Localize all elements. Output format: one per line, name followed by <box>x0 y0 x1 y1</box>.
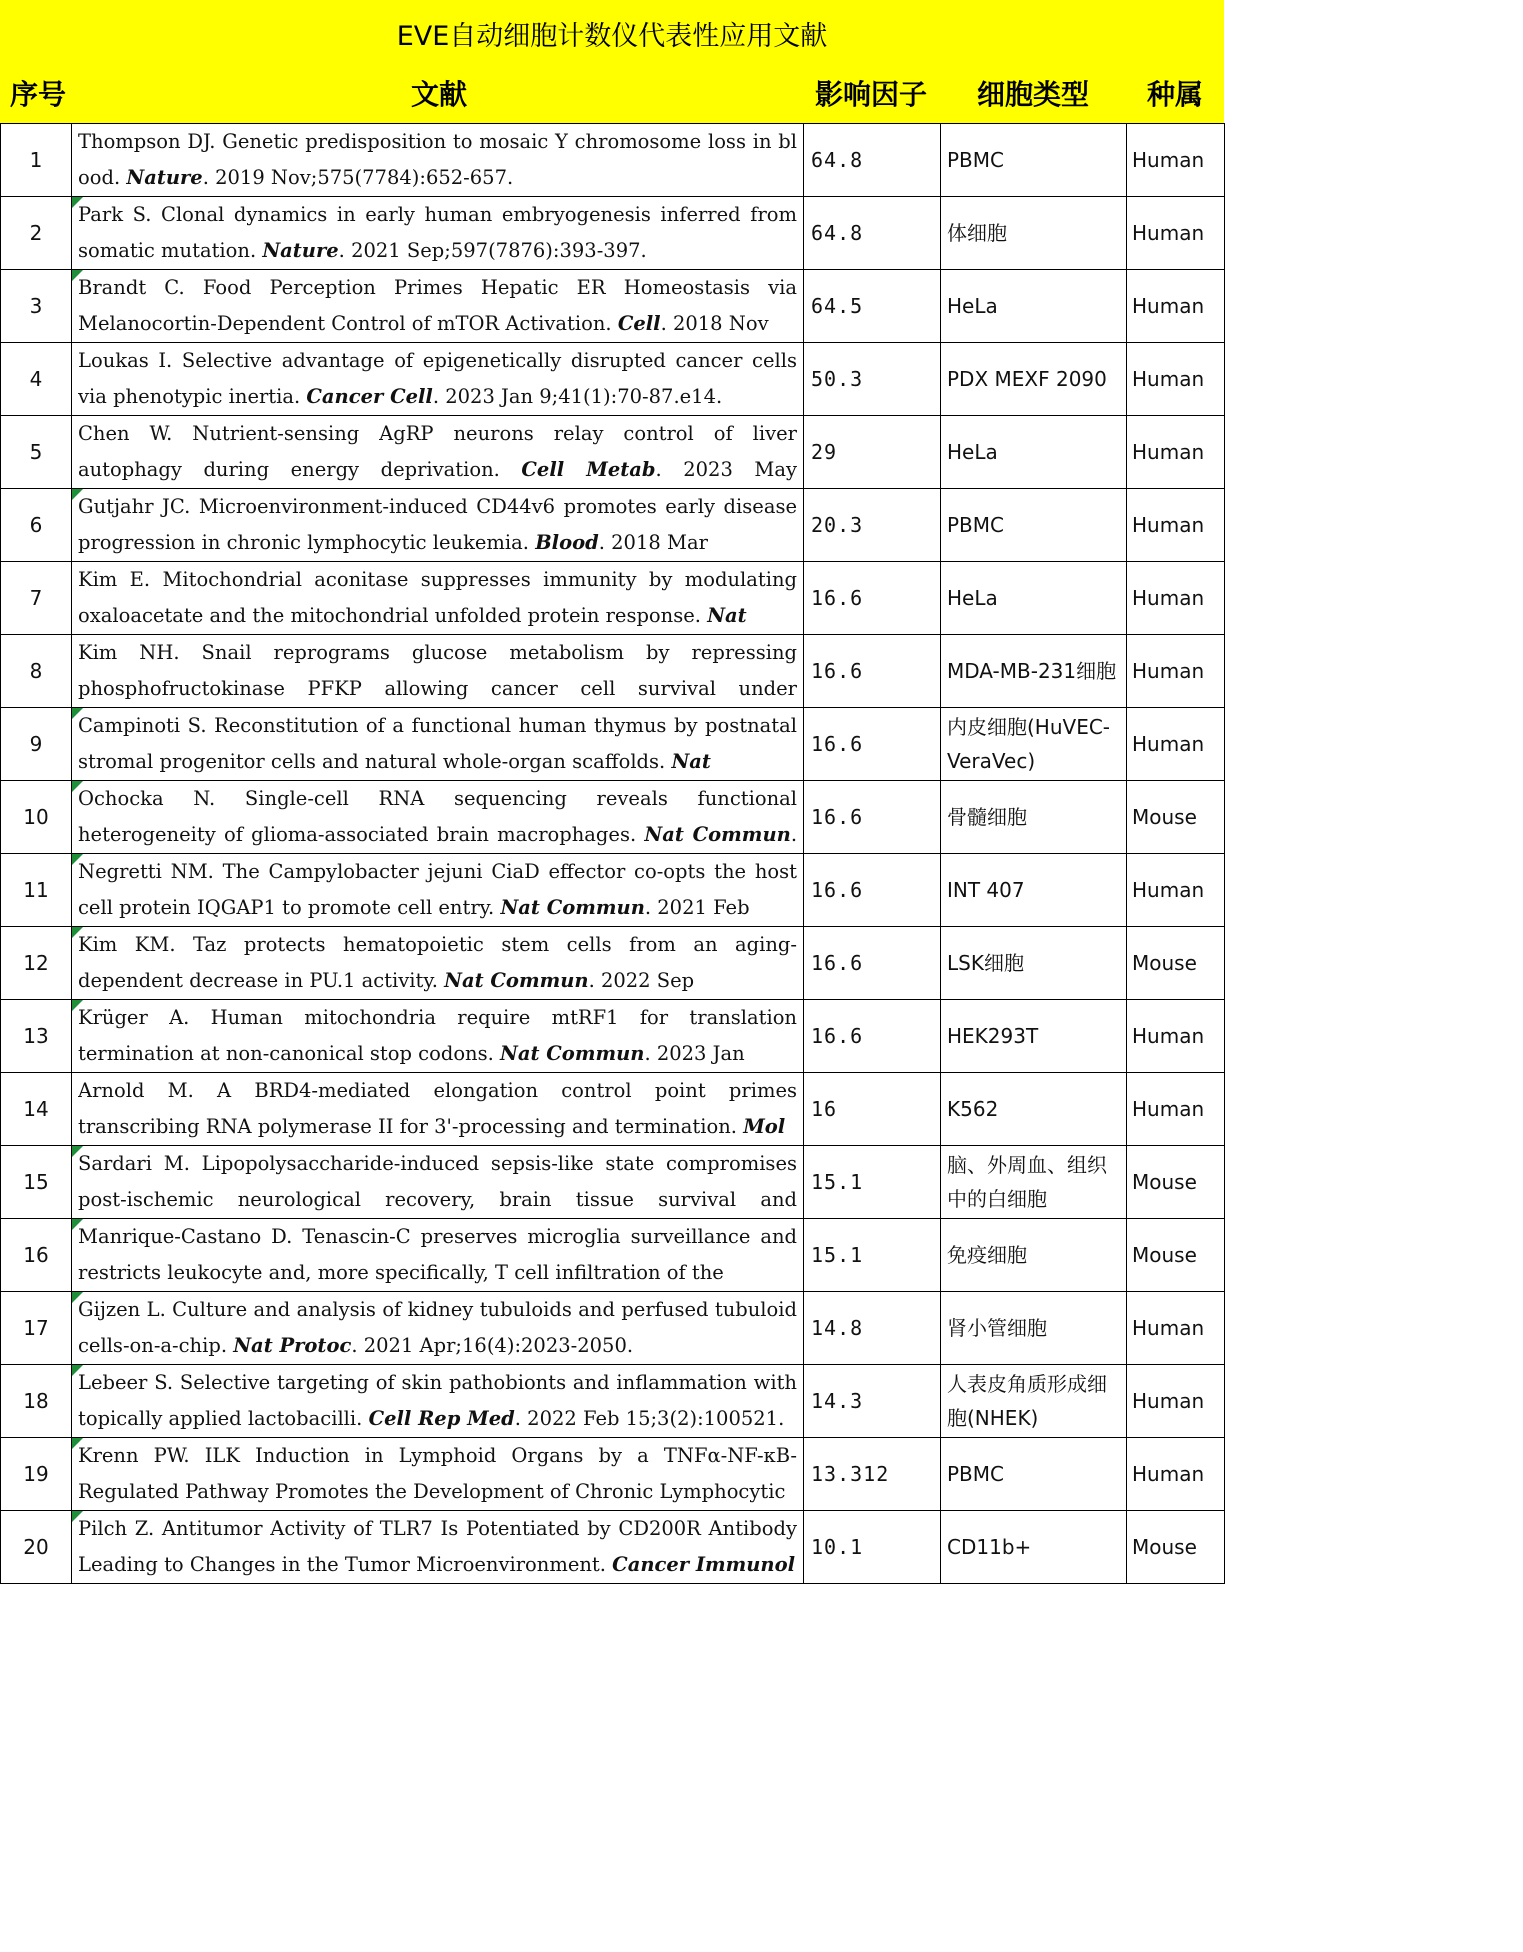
journal-name: Blood <box>535 531 599 554</box>
reference-text <box>78 1219 803 1291</box>
comment-flag-icon <box>72 1292 83 1303</box>
impact-factor-cell[interactable]: 16.6 <box>804 854 941 927</box>
impact-factor-cell[interactable]: 15.1 <box>804 1146 941 1219</box>
table-row <box>1 270 1225 343</box>
row-number-cell[interactable]: 13 <box>1 1000 72 1073</box>
reference-citation: Brandt C. Food Perception Primes Hepatic ER Homeostasis via Melanocortin-Dependent Control of mTOR Activation. <box>78 276 797 335</box>
reference-details: . 2023 Jan 9;41(1):70-87.e14. <box>432 385 723 408</box>
row-number-cell[interactable]: 9 <box>1 708 72 781</box>
table-row <box>1 124 1225 197</box>
reference-citation: Ochocka N. Single-cell RNA sequencing reveals functional heterogeneity of glioma-associated brain macrophages. <box>78 787 797 846</box>
species-cell[interactable]: Human <box>1127 489 1225 562</box>
journal-name: Nat Commun <box>444 969 589 992</box>
comment-flag-icon <box>72 708 83 719</box>
reference-citation: Gijzen L. Culture and analysis of kidney tubuloids and perfused tubuloid cells-on-a-chip. <box>78 1298 797 1357</box>
reference-cell[interactable] <box>72 416 804 489</box>
species-cell[interactable]: Mouse <box>1127 1146 1225 1219</box>
table-row <box>1 1438 1225 1511</box>
cell-type-cell[interactable]: 脑、外周血、组织中的白细胞 <box>941 1146 1127 1219</box>
reference-details: . 2023 May <box>655 458 797 481</box>
row-number-cell[interactable]: 11 <box>1 854 72 927</box>
reference-cell[interactable] <box>72 1438 804 1511</box>
header-impact-factor: 影响因子 <box>814 78 927 111</box>
row-number-cell[interactable]: 19 <box>1 1438 72 1511</box>
comment-flag-icon <box>72 489 83 500</box>
cell-type-cell[interactable]: PBMC <box>941 489 1127 562</box>
row-number-cell[interactable]: 18 <box>1 1365 72 1438</box>
reference-cell[interactable] <box>72 343 804 416</box>
species-cell[interactable]: Human <box>1127 854 1225 927</box>
species-cell[interactable]: Human <box>1127 1365 1225 1438</box>
row-number-cell[interactable]: 15 <box>1 1146 72 1219</box>
impact-factor-cell[interactable]: 10.1 <box>804 1511 941 1584</box>
sheet-title: EVE自动细胞计数仪代表性应用文献 <box>396 21 828 52</box>
table-row <box>1 343 1225 416</box>
species-cell[interactable]: Human <box>1127 708 1225 781</box>
cell-type-cell[interactable]: MDA-MB-231细胞 <box>941 635 1127 708</box>
species-cell[interactable]: Human <box>1127 124 1225 197</box>
reference-citation: Negretti NM. The Campylobacter jejuni CiaD effector co-opts the host cell protein IQGAP1 to promote cell entry. <box>78 860 797 919</box>
comment-flag-icon <box>72 854 83 865</box>
comment-flag-icon <box>72 1511 83 1522</box>
impact-factor-cell[interactable]: 14.8 <box>804 1292 941 1365</box>
reference-details: . 2019 Nov;575(7784):652-657. <box>202 166 514 189</box>
impact-factor-cell[interactable]: 64.5 <box>804 270 941 343</box>
row-number-cell[interactable]: 20 <box>1 1511 72 1584</box>
comment-flag-icon <box>72 1219 83 1230</box>
reference-citation: Loukas I. Selective advantage of epigenetically disrupted cancer cells via phenotypic inertia. <box>78 349 797 408</box>
species-cell[interactable]: Human <box>1127 1000 1225 1073</box>
cell-type-cell[interactable]: HeLa <box>941 416 1127 489</box>
reference-details: . 2018 Mar <box>598 531 708 554</box>
impact-factor-cell[interactable]: 13.312 <box>804 1438 941 1511</box>
cell-type-cell[interactable]: HeLa <box>941 562 1127 635</box>
table-row <box>1 1292 1225 1365</box>
cell-type-cell[interactable]: 肾小管细胞 <box>941 1292 1127 1365</box>
reference-citation: Kim KM. Taz protects hematopoietic stem cells from an aging-dependent decrease in PU.1 activity. <box>78 933 797 992</box>
row-number-cell[interactable]: 7 <box>1 562 72 635</box>
table-row <box>1 1000 1225 1073</box>
reference-cell[interactable] <box>72 1219 804 1292</box>
reference-text <box>78 124 803 196</box>
reference-citation: Thompson DJ. Genetic predisposition to mosaic Y chromosome loss in bl ood. <box>78 130 797 189</box>
reference-details: . 2022 Feb 15;3(2):100521. <box>514 1407 785 1430</box>
reference-citation: Sardari M. Lipopolysaccharide-induced sepsis-like state compromises post-ischemic neurological recovery, brain tissue survival and <box>78 1152 797 1211</box>
comment-flag-icon <box>72 1146 83 1157</box>
reference-text <box>78 416 803 488</box>
row-number-cell[interactable]: 12 <box>1 927 72 1000</box>
cell-type-cell[interactable]: PBMC <box>941 124 1127 197</box>
reference-cell[interactable] <box>72 1073 804 1146</box>
reference-cell[interactable] <box>72 197 804 270</box>
reference-cell[interactable] <box>72 1146 804 1219</box>
species-cell[interactable]: Human <box>1127 562 1225 635</box>
reference-citation: Gutjahr JC. Microenvironment-induced CD44v6 promotes early disease progression in chronic lymphocytic leukemia. <box>78 495 797 554</box>
reference-text <box>78 489 803 561</box>
reference-citation: Arnold M. A BRD4-mediated elongation control point primes transcribing RNA polymerase II for 3'-processing and termination. <box>78 1079 797 1138</box>
journal-name: Cell <box>617 312 661 335</box>
journal-name: Nat Commun <box>500 896 645 919</box>
table-row <box>1 635 1225 708</box>
cell-type-cell[interactable]: HeLa <box>941 270 1127 343</box>
reference-details: . <box>790 823 798 846</box>
reference-text <box>78 1073 803 1145</box>
row-number-cell[interactable]: 1 <box>1 124 72 197</box>
journal-name: Nature <box>262 239 339 262</box>
journal-name: Cell Metab <box>521 458 656 481</box>
species-cell[interactable]: Human <box>1127 1438 1225 1511</box>
reference-citation: Manrique-Castano D. Tenascin-C preserves microglia surveillance and restricts leukocyte and, more specifically, T cell infiltration of the <box>78 1225 797 1284</box>
reference-cell[interactable] <box>72 927 804 1000</box>
cell-type-cell[interactable]: HEK293T <box>941 1000 1127 1073</box>
table-row <box>1 1073 1225 1146</box>
species-cell[interactable]: Mouse <box>1127 1511 1225 1584</box>
row-number-cell[interactable]: 5 <box>1 416 72 489</box>
header-cell-type: 细胞类型 <box>976 78 1089 111</box>
species-cell[interactable]: Human <box>1127 270 1225 343</box>
table-row <box>1 854 1225 927</box>
reference-text <box>78 1438 803 1510</box>
journal-name: Mol <box>743 1115 786 1138</box>
reference-details: . 2021 Apr;16(4):2023-2050. <box>351 1334 634 1357</box>
row-number-cell[interactable]: 14 <box>1 1073 72 1146</box>
comment-flag-icon <box>72 1438 83 1449</box>
journal-name: Nat <box>671 750 711 773</box>
reference-cell[interactable] <box>72 1365 804 1438</box>
reference-citation: Krenn PW. ILK Induction in Lymphoid Organs by a TNFα-NF-κB-Regulated Pathway Promotes the Development of Chronic Lymphocytic <box>78 1444 797 1503</box>
reference-text <box>78 197 803 269</box>
impact-factor-cell[interactable]: 16.6 <box>804 781 941 854</box>
row-number-cell[interactable]: 6 <box>1 489 72 562</box>
reference-text <box>78 1511 803 1583</box>
impact-factor-cell[interactable]: 16.6 <box>804 635 941 708</box>
journal-name: Nat Protoc <box>233 1334 352 1357</box>
impact-factor-cell[interactable]: 16.6 <box>804 1000 941 1073</box>
reference-text <box>78 270 803 342</box>
header-band <box>0 0 1224 123</box>
reference-cell[interactable] <box>72 708 804 781</box>
reference-details: . 2023 Jan <box>644 1042 745 1065</box>
journal-name: Cell Rep Med <box>368 1407 515 1430</box>
cell-type-cell[interactable]: 人表皮角质形成细胞(NHEK) <box>941 1365 1127 1438</box>
reference-citation: Kim NH. Snail reprograms glucose metabolism by repressing phosphofructokinase PFKP allowing cancer cell survival under <box>78 641 797 700</box>
comment-flag-icon <box>72 781 83 792</box>
row-number-cell[interactable]: 2 <box>1 197 72 270</box>
reference-cell[interactable] <box>72 489 804 562</box>
species-cell[interactable]: Human <box>1127 197 1225 270</box>
journal-name: Nat Commun <box>500 1042 645 1065</box>
cell-type-cell[interactable]: PBMC <box>941 1438 1127 1511</box>
impact-factor-cell[interactable]: 16.6 <box>804 927 941 1000</box>
reference-cell[interactable] <box>72 1511 804 1584</box>
reference-text <box>78 562 803 634</box>
table-row <box>1 1511 1225 1584</box>
table-row <box>1 708 1225 781</box>
cell-type-cell[interactable]: LSK细胞 <box>941 927 1127 1000</box>
cell-type-cell[interactable]: CD11b+ <box>941 1511 1127 1584</box>
comment-flag-icon <box>72 1365 83 1376</box>
reference-cell[interactable] <box>72 1000 804 1073</box>
reference-citation: Chen W. Nutrient-sensing AgRP neurons relay control of liver autophagy during energy deprivation. <box>78 422 797 481</box>
impact-factor-cell[interactable]: 16 <box>804 1073 941 1146</box>
journal-name: Cancer Cell <box>306 385 433 408</box>
reference-text <box>78 781 803 853</box>
reference-text <box>78 708 803 780</box>
cell-type-cell[interactable]: 体细胞 <box>941 197 1127 270</box>
reference-details: . 2021 Sep;597(7876):393-397. <box>338 239 647 262</box>
impact-factor-cell[interactable]: 16.6 <box>804 562 941 635</box>
reference-text <box>78 635 803 707</box>
cell-type-cell[interactable]: 骨髓细胞 <box>941 781 1127 854</box>
reference-citation: Campinoti S. Reconstitution of a functional human thymus by postnatal stromal progenitor cells and natural whole-organ scaffolds. <box>78 714 797 773</box>
table-row <box>1 416 1225 489</box>
impact-factor-cell[interactable]: 64.8 <box>804 197 941 270</box>
journal-name: Nat Commun <box>644 823 791 846</box>
cell-type-cell[interactable]: 内皮细胞(HuVEC-VeraVec) <box>941 708 1127 781</box>
species-cell[interactable]: Human <box>1127 1292 1225 1365</box>
reference-citation: Kim E. Mitochondrial aconitase suppresses immunity by modulating oxaloacetate and the mitochondrial unfolded protein response. <box>78 568 797 627</box>
cell-type-cell[interactable]: INT 407 <box>941 854 1127 927</box>
reference-text <box>78 1292 803 1364</box>
comment-flag-icon <box>72 927 83 938</box>
cell-type-cell[interactable]: PDX MEXF 2090 <box>941 343 1127 416</box>
header-species: 种属 <box>1146 78 1203 111</box>
reference-citation: Lebeer S. Selective targeting of skin pathobionts and inflammation with topically applied lactobacilli. <box>78 1371 797 1430</box>
reference-cell[interactable] <box>72 635 804 708</box>
species-cell[interactable]: Human <box>1127 416 1225 489</box>
reference-text <box>78 1365 803 1437</box>
row-number-cell[interactable]: 4 <box>1 343 72 416</box>
table-row <box>1 489 1225 562</box>
reference-text <box>78 343 803 415</box>
row-number-cell[interactable]: 16 <box>1 1219 72 1292</box>
journal-name: Nat <box>707 604 747 627</box>
reference-details: . 2021 Feb <box>644 896 750 919</box>
species-cell[interactable]: Mouse <box>1127 781 1225 854</box>
table-row <box>1 1365 1225 1438</box>
impact-factor-cell[interactable]: 64.8 <box>804 124 941 197</box>
header-reference: 文献 <box>410 78 467 111</box>
table-row <box>1 927 1225 1000</box>
reference-cell[interactable] <box>72 562 804 635</box>
reference-citation: Pilch Z. Antitumor Activity of TLR7 Is Potentiated by CD200R Antibody Leading to Changes in the Tumor Microenvironment. <box>78 1517 797 1576</box>
journal-name: Nature <box>126 166 203 189</box>
table-row <box>1 1146 1225 1219</box>
row-number-cell[interactable]: 17 <box>1 1292 72 1365</box>
reference-citation: Park S. Clonal dynamics in early human embryogenesis inferred from somatic mutation. <box>78 203 797 262</box>
table-row <box>1 197 1225 270</box>
reference-details: . 2018 Nov <box>660 312 769 335</box>
species-cell[interactable]: Human <box>1127 1073 1225 1146</box>
reference-citation: Krüger A. Human mitochondria require mtRF1 for translation termination at non-canonical stop codons. <box>78 1006 797 1065</box>
cell-type-cell[interactable]: K562 <box>941 1073 1127 1146</box>
reference-cell[interactable] <box>72 270 804 343</box>
comment-flag-icon <box>72 197 83 208</box>
reference-text <box>78 1146 803 1218</box>
impact-factor-cell[interactable]: 29 <box>804 416 941 489</box>
table-row <box>1 781 1225 854</box>
reference-text <box>78 927 803 999</box>
cell-type-cell[interactable]: 免疫细胞 <box>941 1219 1127 1292</box>
reference-cell[interactable] <box>72 1292 804 1365</box>
journal-name: Cancer Immunol <box>612 1553 796 1576</box>
reference-text <box>78 1000 803 1072</box>
row-number-cell[interactable]: 8 <box>1 635 72 708</box>
impact-factor-cell[interactable]: 14.3 <box>804 1365 941 1438</box>
impact-factor-cell[interactable]: 20.3 <box>804 489 941 562</box>
reference-text <box>78 854 803 926</box>
row-number-cell[interactable]: 3 <box>1 270 72 343</box>
row-number-cell[interactable]: 10 <box>1 781 72 854</box>
reference-cell[interactable] <box>72 854 804 927</box>
species-cell[interactable]: Mouse <box>1127 927 1225 1000</box>
reference-cell[interactable] <box>72 781 804 854</box>
impact-factor-cell[interactable]: 15.1 <box>804 1219 941 1292</box>
species-cell[interactable]: Mouse <box>1127 1219 1225 1292</box>
reference-details: . 2022 Sep <box>588 969 695 992</box>
impact-factor-cell[interactable]: 16.6 <box>804 708 941 781</box>
comment-flag-icon <box>72 1000 83 1011</box>
table-row <box>1 562 1225 635</box>
species-cell[interactable]: Human <box>1127 343 1225 416</box>
impact-factor-cell[interactable]: 50.3 <box>804 343 941 416</box>
species-cell[interactable]: Human <box>1127 635 1225 708</box>
reference-cell[interactable] <box>72 124 804 197</box>
table-row <box>1 1219 1225 1292</box>
table-body <box>1 124 1225 1584</box>
comment-flag-icon <box>72 270 83 281</box>
references-table <box>0 123 1225 1584</box>
header-no: 序号 <box>9 78 66 111</box>
